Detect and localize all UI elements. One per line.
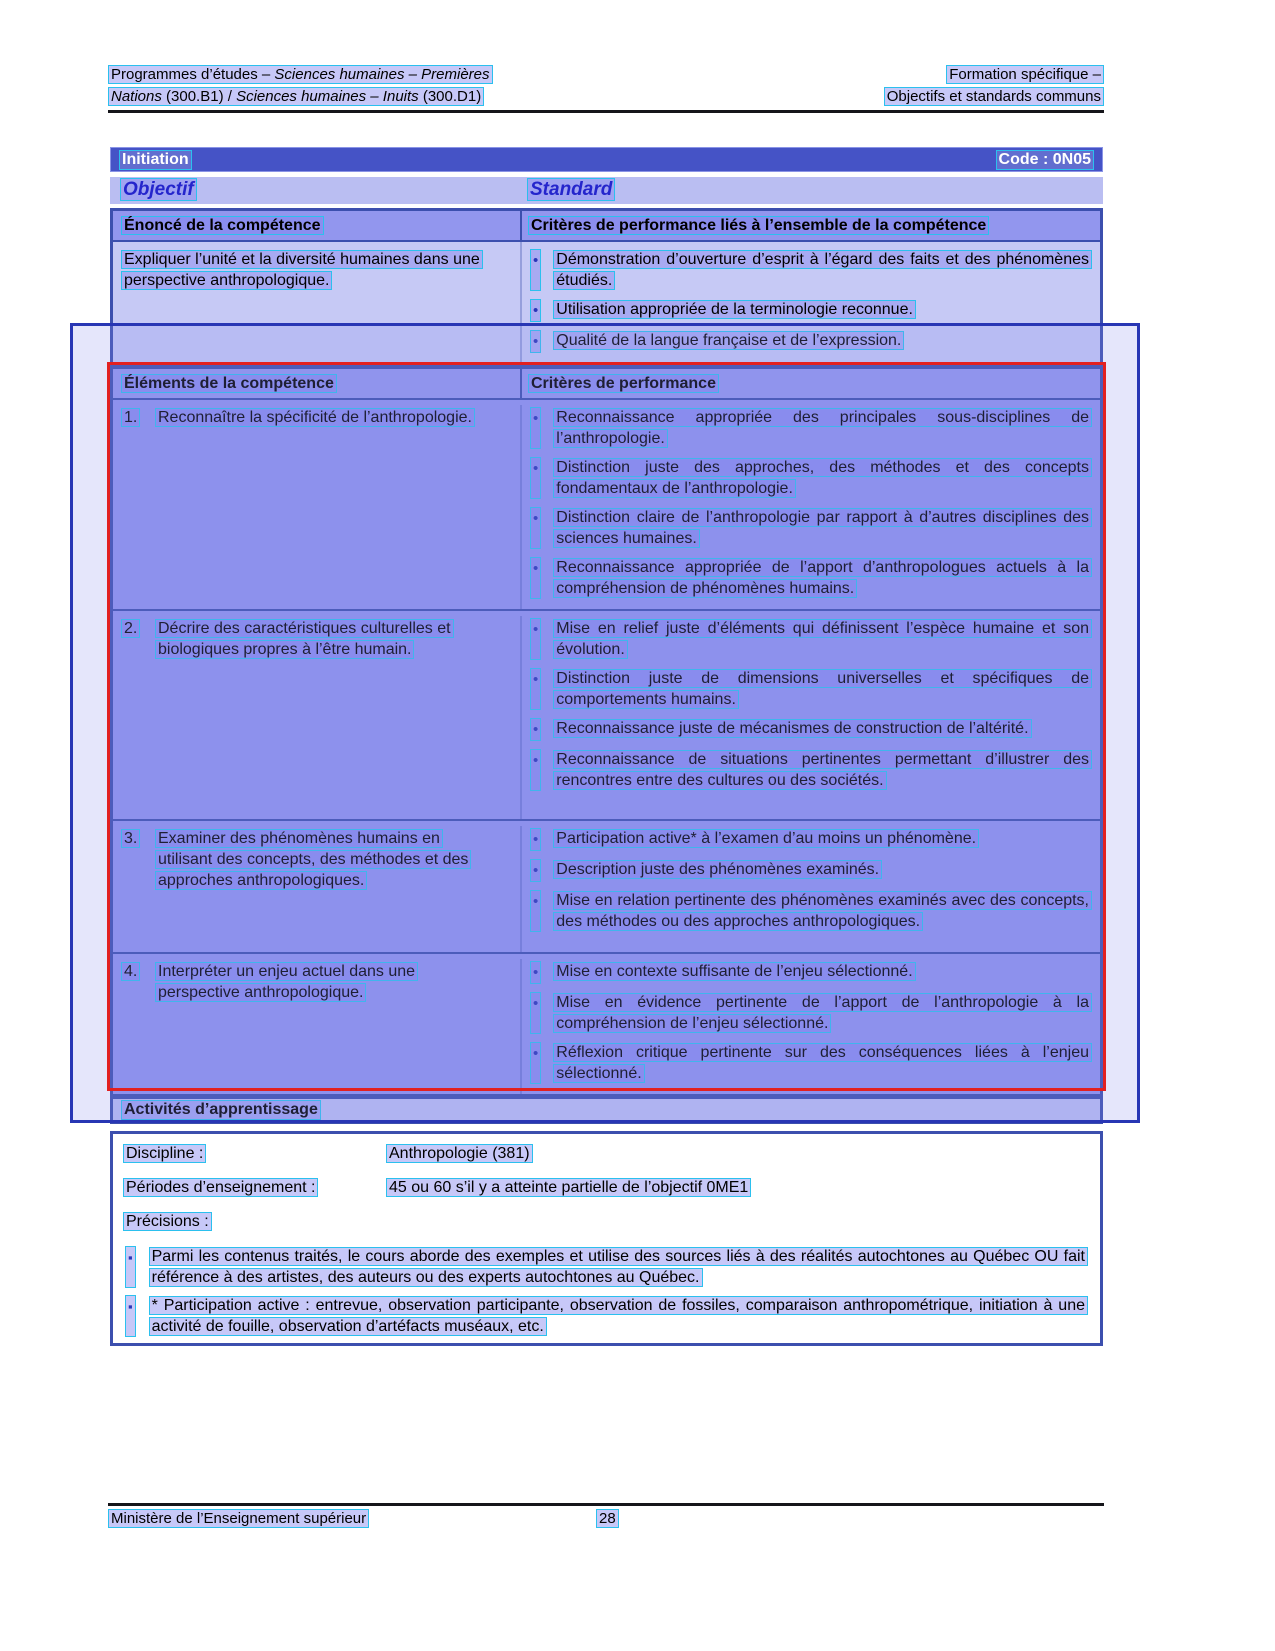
element-cell <box>113 959 520 1094</box>
criterion-text: Qualité de la langue française et de l’expression. <box>553 330 1096 353</box>
element-cell <box>113 826 520 952</box>
periods-row <box>123 1177 1092 1198</box>
criterion-item <box>522 507 1096 549</box>
header-rule <box>108 110 1104 113</box>
activities-section <box>110 1131 1103 1346</box>
element-text: Décrire des caractéristiques culturelles et biologiques propres à l’être humain. <box>155 619 454 659</box>
criterion-item <box>522 992 1096 1034</box>
note-item <box>123 1295 1092 1337</box>
bullet-icon: • <box>530 249 541 291</box>
bullet-icon: • <box>530 507 541 549</box>
bullet-icon: • <box>530 457 541 499</box>
bullet-icon: • <box>530 1042 541 1084</box>
header-right <box>884 64 1104 108</box>
elements-table-header <box>113 369 1100 400</box>
criterion-item <box>522 407 1096 449</box>
table-header-cell: Critères de performance <box>520 369 1100 398</box>
header-left-line1: Programmes d’études – Sciences humaines – Premières <box>108 65 493 84</box>
criterion-item <box>522 1042 1096 1084</box>
criterion-text: Distinction juste des approches, des méthodes et des concepts fondamentaux de l’anthropologie. <box>553 457 1096 499</box>
criterion-text: Démonstration d’ouverture d’esprit à l’égard des faits et des phénomènes étudiés. <box>553 249 1096 291</box>
criterion-item <box>522 890 1096 932</box>
element-number: 1. <box>121 408 140 427</box>
bullet-icon: • <box>530 718 541 741</box>
criterion-text: Reconnaissance juste de mécanismes de construction de l’altérité. <box>553 718 1096 741</box>
element-cell <box>113 616 520 819</box>
criterion-item <box>522 749 1096 791</box>
page-title: Initiation <box>119 150 192 170</box>
element-row-3 <box>113 821 1100 954</box>
competence-table <box>110 208 1103 366</box>
footer-rule <box>108 1503 1104 1506</box>
bullet-icon: • <box>530 992 541 1034</box>
criteria-list <box>520 242 1100 363</box>
header-left-line2: Nations (300.B1) / Sciences humaines – Inuits (300.D1) <box>108 87 484 106</box>
competence-table-header <box>113 211 1100 242</box>
element-cell <box>113 405 520 609</box>
criterion-item <box>522 457 1096 499</box>
bullet-icon: ▪ <box>125 1246 136 1288</box>
precisions-notes-list <box>123 1246 1092 1337</box>
element-number: 4. <box>121 962 140 981</box>
criterion-text: Mise en évidence pertinente de l’apport de l’anthropologie à la compréhension de l’enjeu sélectionné. <box>553 992 1096 1034</box>
bullet-icon: • <box>530 890 541 932</box>
criterion-text: Reconnaissance appropriée de l’apport d’anthropologues actuels à la compréhension de phénomènes humains. <box>553 557 1096 599</box>
criterion-text: Réflexion critique pertinente sur des conséquences liées à l’enjeu sélectionné. <box>553 1042 1096 1084</box>
element-row-1 <box>113 400 1100 611</box>
criterion-item <box>522 299 1096 322</box>
document-title-bar <box>110 147 1103 172</box>
criterion-text: Reconnaissance de situations pertinentes permettant d’illustrer des rencontres entre des cultures ou des sociétés. <box>553 749 1096 791</box>
criterion-text: Utilisation appropriée de la terminologie reconnue. <box>553 299 1096 322</box>
criterion-item <box>522 668 1096 710</box>
criterion-text: Mise en relation pertinente des phénomènes examinés avec des concepts, des méthodes ou des approches anthropologiques. <box>553 890 1096 932</box>
precisions-label: Précisions : <box>123 1212 212 1231</box>
element-row-2 <box>113 611 1100 821</box>
element-text: Interpréter un enjeu actuel dans une perspective anthropologique. <box>155 962 418 1002</box>
ministry-name: Ministère de l’Enseignement supérieur <box>108 1509 369 1528</box>
bullet-icon: • <box>530 859 541 882</box>
element-text: Examiner des phénomènes humains en utilisant des concepts, des méthodes et des approches anthropologiques. <box>155 829 471 890</box>
precisions-row <box>123 1211 1092 1232</box>
element-text: Reconnaître la spécificité de l’anthropologie. <box>155 408 475 427</box>
criteria-list <box>520 616 1100 819</box>
note-item <box>123 1246 1092 1288</box>
header-left <box>108 64 493 108</box>
criterion-text: Participation active* à l’examen d’au moins un phénomène. <box>553 828 1096 851</box>
page-header <box>108 64 1104 108</box>
table-header-cell: Énoncé de la compétence <box>113 211 520 240</box>
criterion-item <box>522 828 1096 851</box>
activities-title: Activités d’apprentissage <box>121 1100 321 1120</box>
header-right-line1: Formation spécifique – <box>946 65 1104 84</box>
elements-table <box>110 366 1103 1097</box>
criterion-item <box>522 718 1096 741</box>
criteria-list <box>520 405 1100 609</box>
discipline-label: Discipline : <box>123 1144 206 1163</box>
criteria-list <box>520 826 1100 952</box>
bullet-icon: • <box>530 668 541 710</box>
objectif-heading: Objectif <box>120 178 197 201</box>
bullet-icon: • <box>530 407 541 449</box>
criterion-text: Mise en relief juste d’éléments qui définissent l’espèce humaine et son évolution. <box>553 618 1096 660</box>
criterion-text: Distinction claire de l’anthropologie par rapport à d’autres disciplines des sciences humaines. <box>553 507 1096 549</box>
discipline-row <box>123 1143 1092 1164</box>
bullet-icon: • <box>530 330 541 353</box>
element-row-4 <box>113 954 1100 1094</box>
header-right-line2: Objectifs et standards communs <box>884 87 1104 106</box>
criterion-item <box>522 859 1096 882</box>
criterion-text: Mise en contexte suffisante de l’enjeu sélectionné. <box>553 961 1096 984</box>
competence-table-body <box>113 242 1100 363</box>
code-badge: Code : 0N05 <box>996 150 1094 170</box>
bullet-icon: • <box>530 299 541 322</box>
bullet-icon: ▪ <box>125 1295 136 1337</box>
criterion-item <box>522 618 1096 660</box>
table-header-cell: Éléments de la compétence <box>113 369 520 398</box>
table-header-cell: Critères de performance liés à l’ensemble de la compétence <box>520 211 1100 240</box>
competence-statement: Expliquer l’unité et la diversité humaines dans une perspective anthropologique. <box>113 242 520 363</box>
criteria-list <box>520 959 1100 1094</box>
discipline-value: Anthropologie (381) <box>386 1144 533 1163</box>
criterion-item <box>522 249 1096 291</box>
bullet-icon: • <box>530 557 541 599</box>
criterion-text: Description juste des phénomènes examinés. <box>553 859 1096 882</box>
bullet-icon: • <box>530 618 541 660</box>
note-text: * Participation active : entrevue, observation participante, observation de fossiles, comparaison anthropométrique, initiation à une activité de fouille, observation d’artéfacts muséaux, etc. <box>149 1295 1092 1337</box>
criterion-text: Reconnaissance appropriée des principales sous-disciplines de l’anthropologie. <box>553 407 1096 449</box>
periods-label: Périodes d’enseignement : <box>123 1178 318 1197</box>
periods-value: 45 ou 60 s’il y a atteinte partielle de l’objectif 0ME1 <box>386 1178 751 1197</box>
page-number: 28 <box>596 1509 619 1528</box>
criterion-text: Distinction juste de dimensions universelles et spécifiques de comportements humains. <box>553 668 1096 710</box>
bullet-icon: • <box>530 961 541 984</box>
criterion-item <box>522 961 1096 984</box>
element-number: 2. <box>121 619 140 638</box>
bullet-icon: • <box>530 749 541 791</box>
criterion-item <box>522 330 1096 353</box>
objectif-standard-band <box>110 177 1103 204</box>
criterion-item <box>522 557 1096 599</box>
bullet-icon: • <box>530 828 541 851</box>
element-number: 3. <box>121 829 140 848</box>
standard-heading: Standard <box>527 178 615 201</box>
note-text: Parmi les contenus traités, le cours aborde des exemples et utilise des sources liés à des réalités autochtones au Québec OU fait référence à des artistes, des auteurs ou des experts autochtones au Québec. <box>149 1246 1092 1288</box>
activities-header <box>110 1096 1103 1124</box>
